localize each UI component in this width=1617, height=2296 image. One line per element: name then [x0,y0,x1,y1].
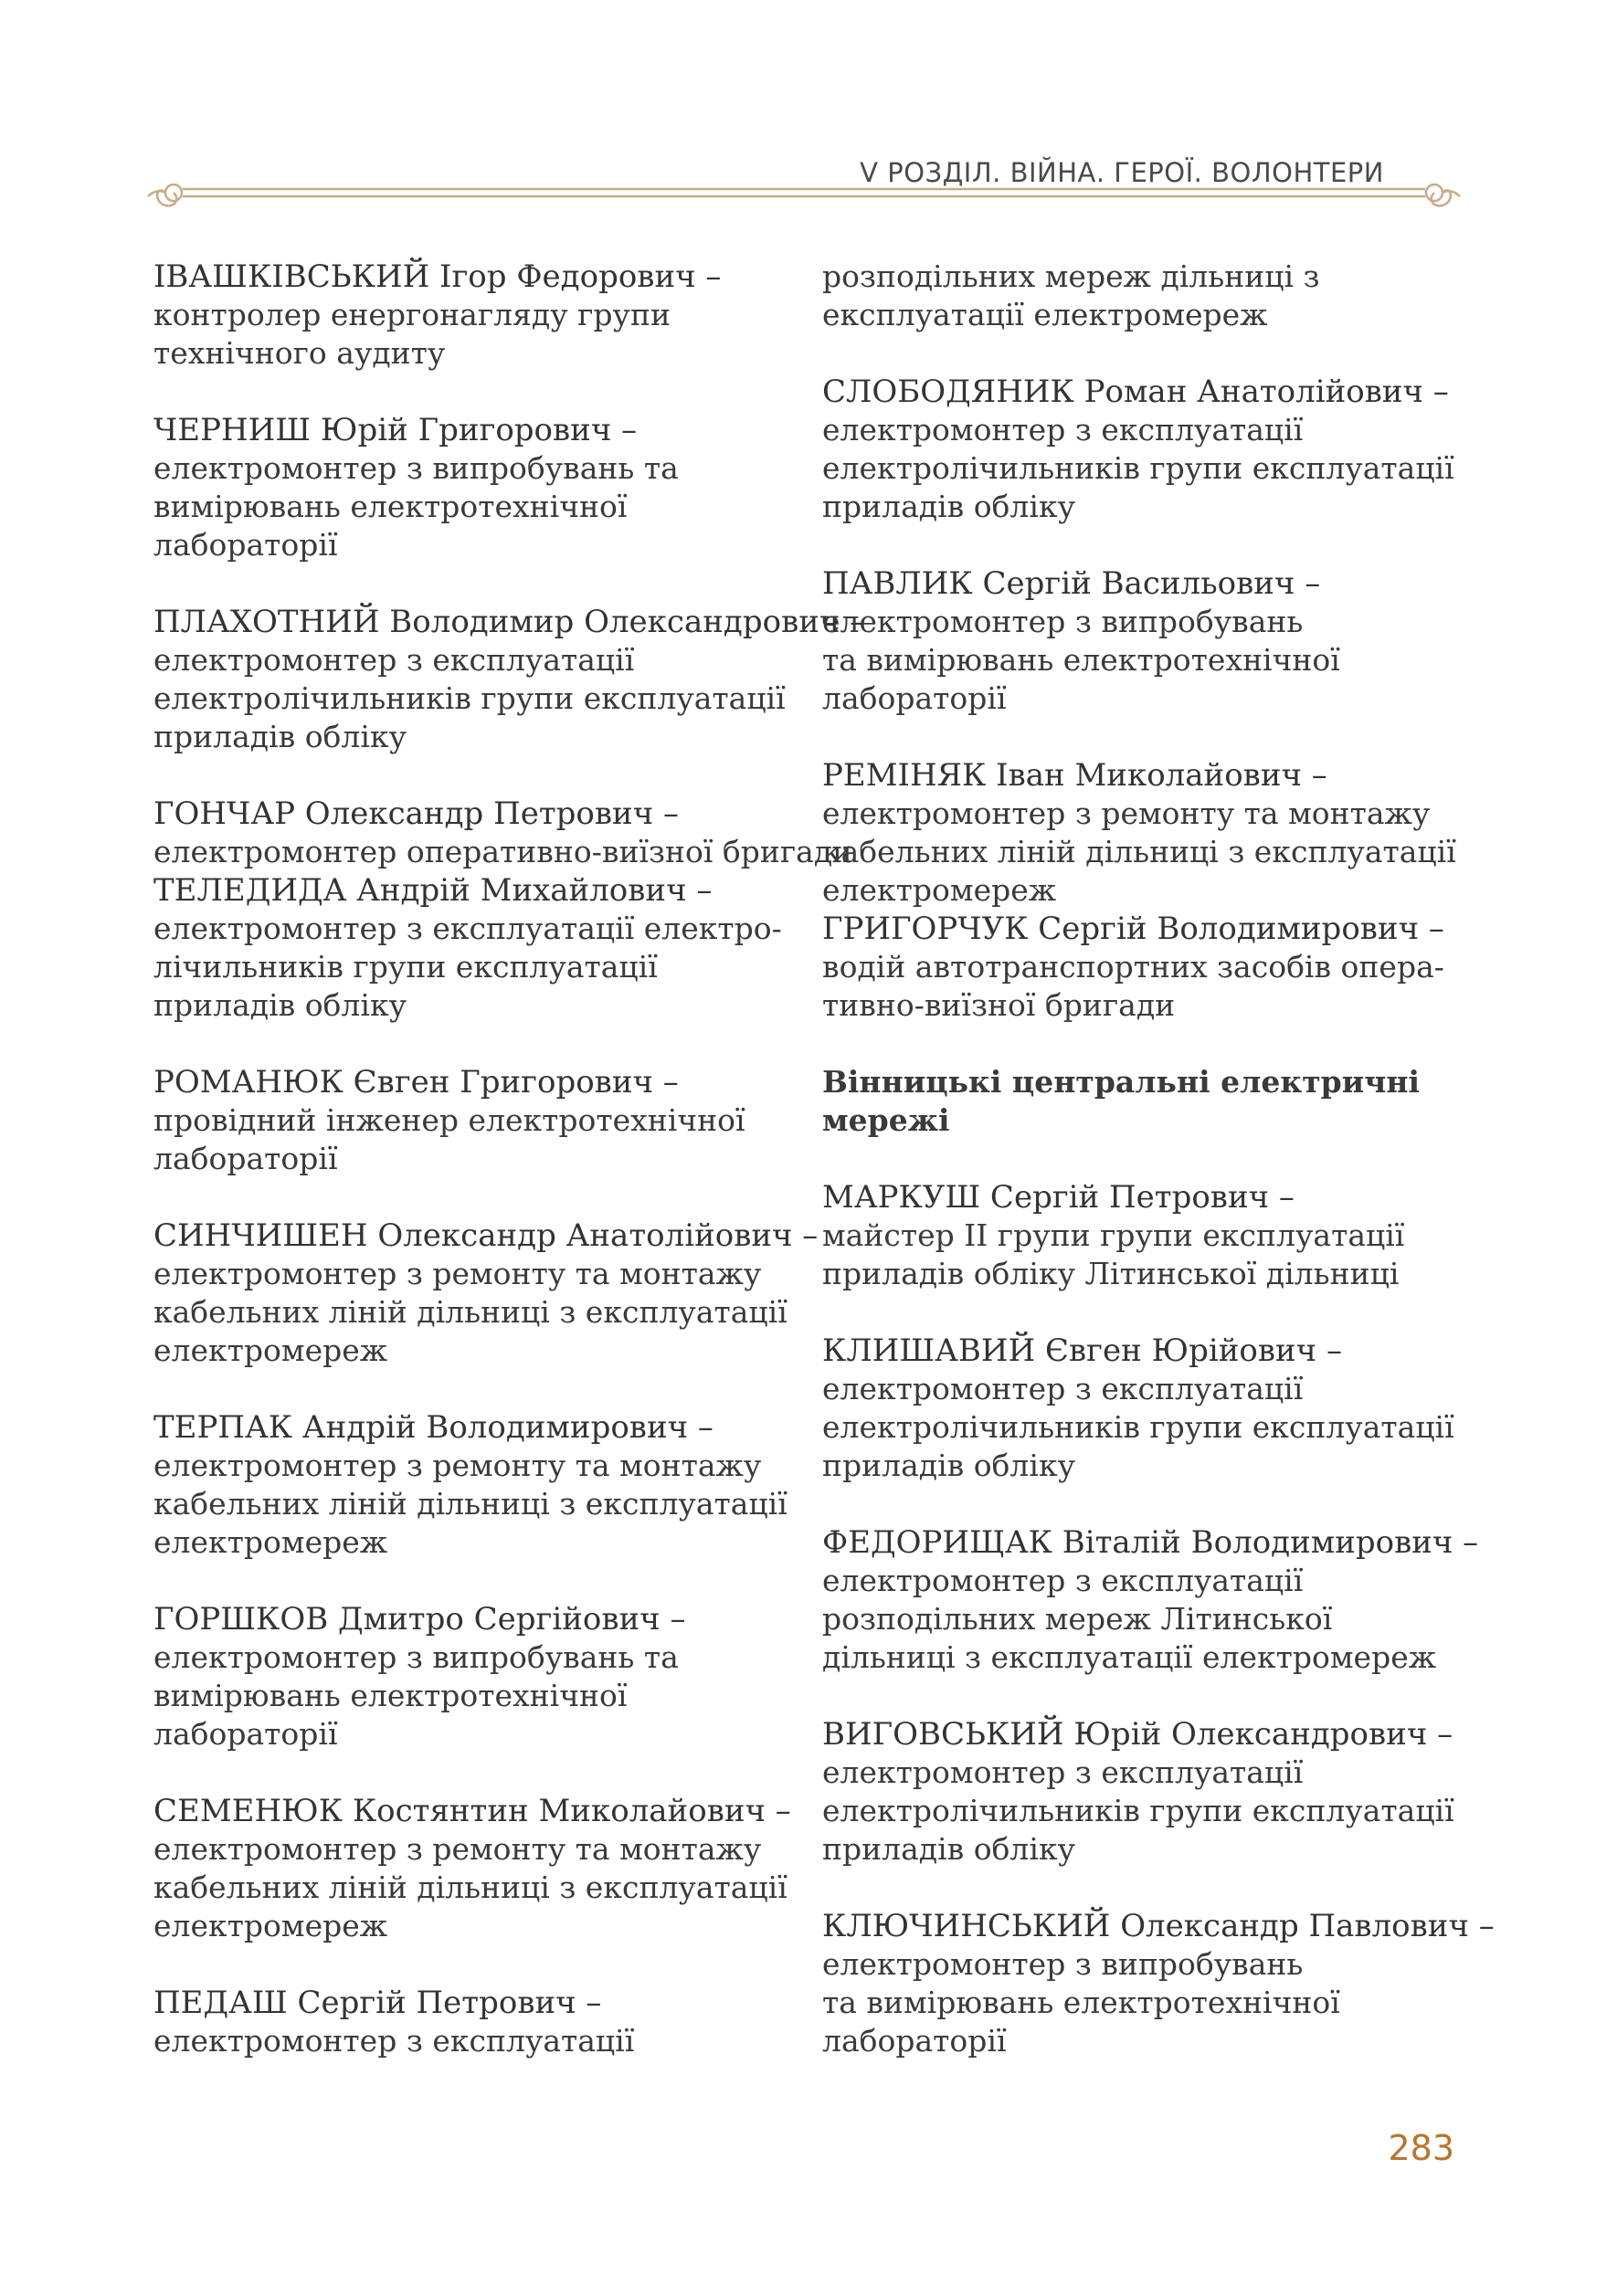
position-line: лабораторії [822,2023,1007,2059]
person-entry [822,1523,1479,1677]
person-entry [153,1408,793,1562]
person-entry [822,1178,1462,1293]
section-title-line: Вінницькі центральні електричні [822,1064,1421,1100]
position-line: електромереж [153,1332,388,1368]
section-title-line: мережі [822,1102,950,1138]
person-entry [153,411,793,564]
person-entry [822,373,1462,526]
person-name: КЛЮЧИНСЬКИЙ Олександр Павлович – [822,1908,1495,1944]
position-line: лабораторії [822,680,1007,716]
position-line: електромонтер з випробувань та [153,1639,679,1675]
person-entry [153,258,793,373]
position-line: кабельних ліній дільниці з експлуатації [153,1486,787,1522]
person-entry [153,1792,793,1945]
position-line: електромереж [822,872,1057,908]
position-line: електромонтер з ремонту та монтажу [153,1256,762,1291]
person-name: СЛОБОДЯНИК Роман Анатолійович – [822,374,1449,410]
person-entry [822,258,1462,334]
position-line: електромонтер з експлуатації електро- [153,911,782,946]
person-entry [822,1332,1462,1485]
position-line: експлуатації електромереж [822,297,1268,332]
person-name: РЕМІНЯК Іван Миколайович – [822,757,1327,794]
position-line: електромонтер з експлуатації [153,642,635,678]
position-line: електромереж [153,1524,388,1560]
position-line: приладів обліку [153,987,407,1023]
person-name: ПАВЛИК Сергій Васильович – [822,565,1321,602]
right-column [822,258,1495,2099]
position-line: вимірювань електротехнічної [153,489,628,524]
person-name: СИНЧИШЕН Олександр Анатолійович – [153,1217,819,1254]
position-line: кабельних ліній дільниці з експлуатації [822,834,1456,869]
person-entry [822,1907,1495,2060]
person-name: ІВАШКІВСЬКИЙ Ігор Федорович – [153,258,722,295]
position-line: електролічильників групи експлуатації [153,680,786,716]
position-line: електромонтер з експлуатації [822,1754,1304,1790]
person-name: КЛИШАВИЙ Євген Юрійович – [822,1332,1342,1369]
person-name: ГОНЧАР Олександр Петрович – [153,795,679,832]
position-line: та вимірювань електротехнічної [822,1985,1340,2020]
position-line: кабельних ліній дільниці з експлуатації [153,1294,787,1330]
position-line: електромонтер з випробувань [822,1946,1304,1982]
person-name: ТЕЛЕДИДА Андрій Михайлович – [153,872,713,909]
position-line: приладів обліку Літинської дільниці [822,1256,1400,1291]
person-entry [153,1216,819,1370]
person-name: ФЕДОРИЩАК Віталій Володимирович – [822,1524,1479,1561]
position-line: електролічильників групи експлуатації [822,450,1454,486]
header-ornament [146,169,1462,224]
position-line: електромонтер з випробувань [822,604,1304,639]
position-line: контролер енергонагляду групи [153,297,671,332]
position-line: електромонтер з ремонту та монтажу [822,795,1431,831]
person-entry [822,564,1462,718]
person-entry [153,1600,793,1754]
position-line: приладів обліку [153,719,407,754]
position-line: та вимірювань електротехнічної [822,642,1340,678]
position-line: лічильників групи експлуатації [153,949,658,985]
person-entry [153,871,793,1025]
person-name: ВИГОВСЬКИЙ Юрій Олександрович – [822,1716,1453,1753]
position-line: лабораторії [153,1716,338,1752]
person-entry [153,1063,793,1178]
position-line: тивно-виїзної бригади [822,987,1176,1023]
position-line: водій автотранспортних засобів опера- [822,949,1444,985]
position-line: провідний інженер електротехнічної [153,1102,745,1138]
person-entry [153,1984,793,2060]
position-line: приладів обліку [822,1831,1075,1867]
person-name: СЕМЕНЮК Костянтин Миколайович – [153,1793,791,1829]
position-line: електромонтер з експлуатації [822,1371,1304,1406]
person-entry [153,603,866,756]
person-entry [822,910,1462,1025]
position-line: електролічильників групи експлуатації [822,1409,1454,1445]
person-name: ГРИГОРЧУК Сергій Володимирович – [822,911,1444,947]
position-line: приладів обліку [822,1448,1075,1483]
position-line: приладів обліку [822,489,1075,524]
position-line: технічного аудиту [153,335,446,371]
position-line: розподільних мереж Літинської [822,1601,1333,1637]
person-name: ПЛАХОТНИЙ Володимир Олександрович – [153,604,866,640]
position-line: електромонтер з експлуатації [153,2023,635,2059]
person-name: ТЕРПАК Андрій Володимирович – [153,1409,713,1446]
section-title [822,1063,1462,1140]
person-name: МАРКУШ Сергій Петрович – [822,1179,1295,1216]
position-line: вимірювань електротехнічної [153,1678,628,1713]
person-name: ПЕДАШ Сергій Петрович – [153,1985,602,2021]
position-line: майстер ІІ групи групи експлуатації [822,1217,1405,1253]
person-entry [153,795,853,871]
position-line: електролічильників групи експлуатації [822,1793,1454,1828]
position-line: електромонтер з експлуатації [822,1563,1304,1598]
section-header: V РОЗДІЛ. ВІЙНА. ГЕРОЇ. ВОЛОНТЕРИ [860,157,1384,188]
position-line: електромонтер з експлуатації [822,412,1304,448]
position-line: кабельних ліній дільниці з експлуатації [153,1869,787,1905]
position-line: лабораторії [153,1141,338,1176]
position-line: електромонтер з випробувань та [153,450,679,486]
position-line: дільниці з експлуатації електромереж [822,1639,1437,1675]
person-name: ЧЕРНИШ Юрій Григорович – [153,412,638,448]
position-line: електромереж [153,1908,388,1943]
page-number: 283 [1388,2128,1454,2168]
position-line: електромонтер з ремонту та монтажу [153,1448,762,1483]
position-line: лабораторії [153,527,338,563]
person-name: ГОРШКОВ Дмитро Сергійович – [153,1601,686,1638]
position-line: електромонтер з ремонту та монтажу [153,1831,762,1867]
person-name: РОМАНЮК Євген Григорович – [153,1064,679,1101]
person-entry [822,1715,1462,1869]
position-line: розподільних мереж дільниці з [822,258,1320,294]
position-line: електромонтер оперативно-виїзної бригади [153,834,853,869]
left-column [153,258,866,2099]
person-entry [822,756,1462,910]
